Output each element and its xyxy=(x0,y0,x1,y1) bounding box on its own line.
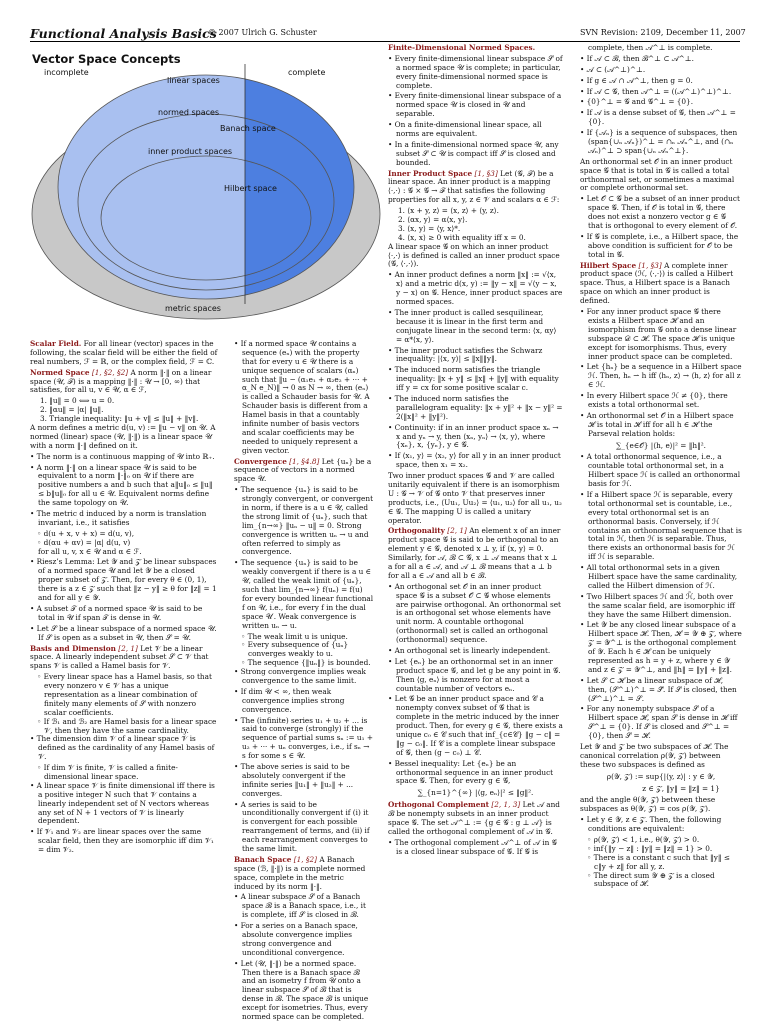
list-item: • Let (𝒰, ‖·‖) be a normed space. Then there is a Banach space ℬ and an isometry f from 𝒰 onto a linear subspace 𝒮 of ℬ that is dense in ℬ. The space ℬ is unique except for isometries. Thus, every normed space can be completed. xyxy=(234,960,374,1022)
list-item: • Bessel inequality: Let {eₙ} be an orthonormal sequence in an inner product space 𝒢. Then, for every g ∈ 𝒢, xyxy=(388,760,563,787)
text: Let {uₙ} be a sequence of vectors in a normed space 𝒰. xyxy=(234,456,372,484)
reference: [2, 1] xyxy=(447,526,467,536)
paragraph xyxy=(388,170,563,206)
list-item: • All total orthonormal sets in a given Hilbert space have the same cardinality, called the Hilbert dimension of ℋ. xyxy=(580,564,742,591)
list-item: • The metric d induced by a norm is translation invariant, i.e., it satisfies xyxy=(30,510,220,528)
list-item: • If 𝒜 ⊂ 𝒢, then 𝒜^⊥ = ((𝒜^⊥)^⊥)^⊥. xyxy=(580,88,742,97)
document-title: Functional Analysis Basics xyxy=(30,26,217,41)
list-item: • If a normed space 𝒰 contains a sequence (eₙ) with the property that for every u ∈ 𝒰 there is a unique sequence of scalars (αₙ) such that ‖u − (α₁e₁ + α₂e₂ + ··· + α_N e_N)‖ → 0 as N → ∞, then (eₙ) is called a Schauder basis for 𝒰. A Schauder basis is different from a Hamel basis in that a countably infinite number of basis vectors and scalar coefficients may be needed to uniquely represent a given vector. xyxy=(234,340,374,456)
paragraph xyxy=(580,262,742,306)
list-item: • Let y ∈ 𝒴, z ∈ 𝒵. Then, the following conditions are equivalent: xyxy=(580,816,742,834)
sub-item: ◦ There is a constant c such that ‖y‖ ≤ c‖y + z‖ for all y, z. xyxy=(580,854,742,872)
vector-space-diagram xyxy=(30,44,382,334)
list-item: 1. ⟨x + y, z⟩ = ⟨x, z⟩ + ⟨y, z⟩. xyxy=(398,206,499,216)
column-3 xyxy=(388,44,563,859)
sub-item: ◦ Every linear space has a Hamel basis, so that every nonzero v ∈ 𝒱 has a unique representation as a linear combination of finitely many elements of 𝒮 with nonzero scalar coefficients. xyxy=(30,673,220,717)
reference: [1, §2, §2] xyxy=(91,367,129,377)
list-item: • Let 𝒴 be any closed linear subspace of a Hilbert space ℋ. Then, ℋ = 𝒴 ⊕ 𝒵, where 𝒵 = 𝒴^⊥ is the orthogonal complement of 𝒴. Each h ∈ ℋ can be uniquely represented as h = y + z, where y ∈ 𝒴 and z ∈ 𝒵 = 𝒴^⊥, and ‖h‖ = ‖y‖ + ‖z‖. xyxy=(580,621,742,674)
list-item: • Let {hₙ} be a sequence in a Hilbert space ℋ. Then, hₙ ⇀ h iff ⟨hₙ, z⟩ → ⟨h, z⟩ for all z ∈ ℋ. xyxy=(580,363,742,390)
paragraph: An orthonormal set 𝒪 in an inner product space 𝒢 that is total in 𝒢 is called a total orthonormal set, or sometimes a maximal or complete orthonormal set. xyxy=(580,156,735,193)
sub-item: ◦ ρ(𝒴, 𝒵) < 1, i.e., θ(𝒴, 𝒵) > 0. xyxy=(580,836,742,845)
list-item: • The sequence {uₙ} is said to be weakly convergent if there is a u ∈ 𝒰, called the weak limit of {uₙ}, such that lim_{n→∞} f(uₙ) = f(u) for every bounded linear functional f on 𝒰, i.e., for every f in the dual space 𝒰′. Weak convergence is written uₙ ⇀ u. xyxy=(234,559,374,630)
paragraph: Let 𝒴 and 𝒵 be two subspaces of ℋ. The canonical correlation ρ(𝒴, 𝒵) between these two subspaces is defined as xyxy=(580,742,729,769)
list-item: • An orthonormal set 𝒪 in a Hilbert space ℋ is total in ℋ iff for all h ∈ ℋ the Parseval relation holds: xyxy=(580,412,742,439)
list-item: • For any inner product space 𝒢 there exists a Hilbert space ℋ and an isomorphism from 𝒢 onto a dense linear subspace 𝒟 ⊂ ℋ. The space ℋ is unique except for isomorphisms. Thus, every inner product space can be completed. xyxy=(580,308,742,361)
list-item: • If a Hilbert space ℋ is separable, every total orthonormal set is countable, i.e., every total orthonormal set is an orthonormal basis. Conversely, if ℋ contains an orthonormal sequence that is total in ℋ, then ℋ is separable. Thus, there exists an orthonormal basis for ℋ iff ℋ is separable. xyxy=(580,491,742,562)
svn-revision: SVN Revision: 2109, December 11, 2007 xyxy=(580,28,746,37)
paragraph xyxy=(30,369,220,396)
list-item: 2. ‖αu‖ = |α| ‖u‖. xyxy=(40,405,104,415)
header-rule xyxy=(30,41,740,42)
list-item: • A series is said to be unconditionally convergent if (i) it is convergent for each possible rearrangement of terms, and (ii) if each rearrangement converges to the same limit. xyxy=(234,801,374,854)
label-hilbert-space: Hilbert space xyxy=(224,184,277,193)
section-heading: Hilbert Space xyxy=(580,260,637,270)
column-4 xyxy=(580,44,742,889)
text: A Banach space (ℬ, ‖·‖) is a complete normed space, complete in the metric induced by its norm ‖·‖. xyxy=(234,854,366,891)
list-item: • Every finite-dimensional linear subspace of a normed space 𝒰 is closed in 𝒰 and separable. xyxy=(388,92,563,119)
section-heading: Orthogonality xyxy=(388,526,445,536)
label-complete: complete xyxy=(288,68,326,77)
list-item: • The induced norm satisfies the parallelogram equality: ‖x + y‖² + ‖x − y‖² = 2(‖x‖² + ‖y‖²). xyxy=(388,395,563,422)
sub-item: ◦ The direct sum 𝒴 ⊕ 𝒵 is a closed subspace of ℋ. xyxy=(580,872,742,890)
reference: [1, §4.8] xyxy=(289,456,320,466)
label-linear-spaces: linear spaces xyxy=(167,76,220,85)
list-item: 3. ⟨x, y⟩ = ⟨y, x⟩*. xyxy=(398,223,461,233)
list-item: • A linear space 𝒱 is finite dimensional iff there is a positive integer N such that 𝒱 contains a linearly independent set of N vectors whereas any set of N + 1 vectors of 𝒱 is linearly dependent. xyxy=(30,782,220,826)
page-header xyxy=(0,0,768,40)
list-item: • If 𝒢 is complete, i.e., a Hilbert space, the above condition is sufficient for 𝒪 to be total in 𝒢. xyxy=(580,233,742,260)
bessel-formula: ∑_{n=1}^{∞} |⟨g, eₙ⟩|² ≤ ‖g‖². xyxy=(417,788,534,798)
list-item: 3. Triangle inequality: ‖u + v‖ ≤ ‖u‖ + ‖v‖. xyxy=(40,414,199,424)
list-item: • An inner product defines a norm ‖x‖ := √⟨x, x⟩ and a metric d(x, y) := ‖y − x‖ = √⟨y − x, y − x⟩ on 𝒢. Hence, inner product spaces are normed spaces. xyxy=(388,271,563,307)
list-item: • Let 𝒪 ⊂ 𝒢 be a subset of an inner product space 𝒢. Then, if 𝒪 is total in 𝒢, there does not exist a nonzero vector g ∈ 𝒢 that is orthogonal to every element of 𝒪. xyxy=(580,195,742,231)
list-item: • The dimension dim 𝒱 of a linear space 𝒱 is defined as the cardinality of any Hamel basis of 𝒱. xyxy=(30,735,220,762)
list-item: • The above series is said to be absolutely convergent if the infinite series ‖u₁‖ + ‖u₂‖ + ... converges. xyxy=(234,763,374,799)
list-item: • If {𝒜ₙ} is a sequence of subspaces, then (span{∪ₙ 𝒜ₙ})^⊥ = ∩ₙ 𝒜ₙ^⊥, and (∩ₙ 𝒜ₙ)^⊥ ⊃ span{∪ₙ 𝒜ₙ^⊥}. xyxy=(580,129,742,156)
section-heading: Normed Space xyxy=(30,367,90,377)
paragraph: and the angle θ(𝒴, 𝒵) between these subspaces as θ(𝒴, 𝒵) = cos ρ(𝒴, 𝒵). xyxy=(580,795,716,814)
list-item: • Let 𝒢 be an inner product space and 𝒞 a nonempty convex subset of 𝒢 that is complete in the metric induced by the inner product. Then, for every g ∈ 𝒢, there exists a unique c₀ ∈ 𝒞 such that inf_{c∈𝒞} ‖g − c‖ = ‖g − c₀‖. If 𝒞 is a complete linear subspace of 𝒢, then (g − c₀) ⊥ 𝒞. xyxy=(388,695,563,757)
list-item: • {0}^⊥ = 𝒢 and 𝒢^⊥ = {0}. xyxy=(580,98,742,107)
reference: [1, §3] xyxy=(638,260,662,270)
paragraph: A linear space 𝒢 on which an inner product ⟨·,·⟩ is defined is called an inner product space (𝒢, ⟨·,·⟩). xyxy=(388,241,560,269)
list-item: • An orthogonal set is linearly independent. xyxy=(388,647,563,656)
sub-item: ◦ The sequence {‖uₙ‖} is bounded. xyxy=(234,659,374,668)
section-heading: Convergence xyxy=(234,456,287,466)
label-incomplete: incomplete xyxy=(44,68,89,77)
paragraph xyxy=(388,801,563,837)
paragraph xyxy=(388,527,563,580)
diagram-svg xyxy=(30,44,382,334)
label-metric-spaces: metric spaces xyxy=(165,304,221,313)
section-heading: Inner Product Space xyxy=(388,168,473,178)
reference: [2, 1] xyxy=(118,643,138,653)
text: An element x of an inner product space 𝒢 is said to be orthogonal to an element y ∈ 𝒢, denoted x ⊥ y, if ⟨x, y⟩ = 0. Similarly, for 𝒜, ℬ ⊂ 𝒢, x ⊥ 𝒜 means that x ⊥ a for all a ∈ 𝒜, and 𝒜 ⊥ ℬ means that a ⊥ b for all a ∈ 𝒜 and all b ∈ ℬ. xyxy=(388,526,561,580)
list-item: • In a finite-dimensional normed space 𝒰, any subset 𝒮 ⊂ 𝒰 is compact iff 𝒮 is closed and bounded. xyxy=(388,141,563,168)
reference: [1, §2] xyxy=(293,854,318,864)
text: for all u, v, x ∈ 𝒰 and α ∈ ℱ. xyxy=(38,546,142,556)
column-1 xyxy=(30,340,220,857)
list-item: • The inner product satisfies the Schwarz inequality: |⟨x, y⟩| ≤ ‖x‖‖y‖. xyxy=(388,347,563,365)
list-item: • Two Hilbert spaces ℋ and ℋ̃, both over the same scalar field, are isomorphic iff they have the same Hilbert dimension. xyxy=(580,593,742,620)
column-2 xyxy=(234,340,374,1024)
paragraph xyxy=(30,645,220,672)
paragraph xyxy=(234,856,374,892)
sub-item: ◦ d(αu + αv) = |α| d(u, v) xyxy=(30,539,220,548)
list-item: • For any nonempty subspace 𝒮 of a Hilbert space ℋ, span 𝒮 is dense in ℋ iff 𝒮^⊥ = {0}. If 𝒮 is closed and 𝒮^⊥ = {0}, then 𝒮 = ℋ. xyxy=(580,705,742,741)
copyright-notice: © 2007 Ulrich G. Schuster xyxy=(208,28,317,37)
list-item: • The induced norm satisfies the triangle inequality: ‖x + y‖ ≤ ‖x‖ + ‖y‖ with equality iff y = cx for some positive scalar c. xyxy=(388,366,563,393)
paragraph: Two inner product spaces 𝒢 and 𝒱 are called unitarily equivalent if there is an isomorphism U : 𝒢 → 𝒱 of 𝒢 onto 𝒱 that preserves inner products, i.e., ⟨Uu₁, Uu₂⟩ = ⟨u₁, u₂⟩ for all u₁, u₂ ∈ 𝒢. The mapping U is called a unitary operator. xyxy=(388,471,562,525)
list-item: • If g ∈ 𝒜 ∩ 𝒜^⊥, then g = 0. xyxy=(580,77,742,86)
text: Let 𝒜 and ℬ be nonempty subsets in an inner product space 𝒢. The set 𝒜^⊥ := {g ∈ 𝒢 : g ⊥ 𝒜} is called the orthogonal complement of 𝒜 in 𝒢. xyxy=(388,800,560,836)
list-item: • The orthogonal complement 𝒜^⊥ of 𝒜 in 𝒢 is a closed linear subspace of 𝒢. If 𝒢 is xyxy=(388,839,563,857)
list-item: • Strong convergence implies weak convergence to the same limit. xyxy=(234,668,374,686)
list-item: • The (infinite) series u₁ + u₂ + ... is said to converge (strongly) if the sequence of partial sums sₙ := u₁ + u₂ + ··· + uₙ converges, i.e., if sₙ → s for some s ∈ 𝒰. xyxy=(234,717,374,761)
list-item: • If ⟨x₁, y⟩ = ⟨x₂, y⟩ for all y in an inner product space, then x₁ = x₂. xyxy=(388,452,563,470)
sub-item: ◦ d(u + x, v + x) = d(u, v), xyxy=(30,530,220,539)
list-item: • A total orthonormal sequence, i.e., a countable total orthonormal set, in a Hilbert space ℋ is called an orthonormal basis for ℋ. xyxy=(580,453,742,489)
list-item: 4. ⟨x, x⟩ ≥ 0 with equality iff x = 0. xyxy=(398,232,526,242)
list-item: • A subset 𝒯 of a normed space 𝒰 is said to be total in 𝒰 if span 𝒯 is dense in 𝒰. xyxy=(30,605,220,623)
section-heading: Scalar Field. xyxy=(30,339,82,348)
sub-item: ◦ The weak limit u is unique. xyxy=(234,633,374,642)
list-item: • The norm is a continuous mapping of 𝒰 into ℝ₊. xyxy=(30,453,220,462)
section-heading: Orthogonal Complement xyxy=(388,800,490,810)
reference: [1, §3] xyxy=(474,168,498,178)
list-item: • On a finite-dimensional linear space, all norms are equivalent. xyxy=(388,121,563,139)
list-item: • Continuity: if in an inner product space xₙ → x and yₙ → y, then ⟨xₙ, yₙ⟩ → ⟨x, y⟩, where {xₙ}, x, {yₙ}, y ∈ 𝒢. xyxy=(388,424,563,451)
list-item: • A norm ‖·‖ on a linear space 𝒰 is said to be equivalent to a norm ‖·‖₀ on 𝒰 if there are positive numbers a and b such that a‖u‖₀ ≤ ‖u‖ ≤ b‖u‖₀ for all u ∈ 𝒰. Equivalent norms define the same topology on 𝒰. xyxy=(30,464,220,508)
paragraph xyxy=(234,458,374,485)
reference: [2, 1, 3] xyxy=(491,800,521,810)
parseval-formula: ∑_{e∈𝒪} |⟨h, e⟩|² = ‖h‖². xyxy=(616,440,706,450)
text: Let (𝒢, ℱ) be a linear space. An inner product is a mapping ⟨·,·⟩ : 𝒢 × 𝒢 → ℱ that satisfies the following properties for all x, y, z ∈ 𝒱 and scalars α ∈ ℱ: xyxy=(388,168,560,205)
list-item: • The inner product is called sesquilinear, because it is linear in the first term and conjugate linear in the second term: ⟨x, αy⟩ = α*⟨x, y⟩. xyxy=(388,309,563,345)
correlation-formula-cont: z ∈ 𝒵, ‖y‖ = ‖z‖ = 1} xyxy=(642,783,720,793)
section-heading: Banach Space xyxy=(234,854,292,864)
correlation-formula: ρ(𝒴, 𝒵) := sup{|⟨y, z⟩| : y ∈ 𝒴, xyxy=(606,771,716,781)
list-item: • Let {eₙ} be an orthonormal set in an inner product space 𝒢, and let g be any point in 𝒢. Then ⟨g, eₙ⟩ is nonzero for at most a countable number of vectors eₙ. xyxy=(388,658,563,694)
label-inner-product-spaces: inner product spaces xyxy=(148,147,233,156)
diagram-title: Vector Space Concepts xyxy=(32,52,181,66)
list-item: • If 𝒱₁ and 𝒱₂ are linear spaces over the same scalar field, then they are isomorphic iff dim 𝒱₁ = dim 𝒱₂. xyxy=(30,828,220,855)
list-item: 1. ‖u‖ = 0 ⟺ u = 0. xyxy=(40,396,115,406)
list-item: • A linear subspace 𝒮 of a Banach space ℬ is a Banach space, i.e., it is complete, iff 𝒮 is closed in ℬ. xyxy=(234,893,374,920)
label-banach-space: Banach space xyxy=(220,124,276,133)
section-heading: Basis and Dimension xyxy=(30,643,116,653)
text: A complete inner product space (ℋ, ⟨·,·⟩) is called a Hilbert space. Thus, a Hilbert space is a Banach space on which an inner product is defined. xyxy=(580,260,734,306)
paragraph xyxy=(30,340,220,367)
text: A norm ‖·‖ on a linear space (𝒰, ℱ) is a mapping ‖·‖ : 𝒰 → [0, ∞) that satisfies, for all u, v ∈ 𝒰, α ∈ ℱ, xyxy=(30,367,212,395)
list-item: • Every finite-dimensional linear subspace 𝒮 of a normed space 𝒰 is complete; in particular, every finite-dimensional normed space is complete. xyxy=(388,55,563,91)
list-item: • Riesz’s Lemma: Let 𝒴 and 𝒵 be linear subspaces of a normed space 𝒰 and let 𝒴 be a closed proper subset of 𝒵. Then, for every θ ∈ (0, 1), there is a z ∈ 𝒵 such that ‖z − y‖ ≥ θ for ‖z‖ = 1 and for all y ∈ 𝒴. xyxy=(30,558,220,602)
list-item: • An orthogonal set 𝒪 in an inner product space 𝒢 is a subset 𝒪 ⊂ 𝒢 whose elements are pairwise orthogonal. An orthonormal set is an orthogonal set whose elements have unit norm. A countable orthogonal (orthonormal) set is called an orthogonal (orthonormal) sequence. xyxy=(388,583,563,645)
paragraph: A norm defines a metric d(u, v) := ‖u − v‖ on 𝒰. A normed (linear) space (𝒰, ‖·‖) is a linear space 𝒰 with a norm ‖·‖ defined on it. xyxy=(30,423,216,450)
list-item: • For a series on a Banach space, absolute convergence implies strong convergence and unconditional convergence. xyxy=(234,922,374,958)
list-item: • If 𝒜 ⊂ ℬ, then ℬ^⊥ ⊂ 𝒜^⊥. xyxy=(580,55,742,64)
list-item: • In every Hilbert space ℋ ≠ {0}, there exists a total orthonormal set. xyxy=(580,392,742,410)
section-heading: Finite-Dimensional Normed Spaces. xyxy=(388,43,536,52)
text: Let 𝒱 be a linear space. A linearly independent subset 𝒮 ⊂ 𝒱 that spans 𝒱 is called a Hamel basis for 𝒱. xyxy=(30,643,209,671)
list-item: • If dim 𝒰 < ∞, then weak convergence implies strong convergence. xyxy=(234,688,374,715)
list-item: • The sequence {uₙ} is said to be strongly convergent, or convergent in norm, if there is a u ∈ 𝒰, called the strong limit of {uₙ}, such that lim_{n→∞} ‖uₙ − u‖ = 0. Strong convergence is written uₙ → u and often referred to simply as convergence. xyxy=(234,486,374,557)
list-item: • Let 𝒮 ⊂ ℋ be a linear subspace of ℋ, then, (𝒮^⊥)^⊥ = 𝒮̄. If 𝒮 is closed, then (𝒮^⊥)^⊥ = 𝒮. xyxy=(580,677,742,704)
list-item: 2. ⟨αx, y⟩ = α⟨x, y⟩. xyxy=(398,215,468,225)
list-item: • 𝒜 ⊂ (𝒜^⊥)^⊥. xyxy=(580,66,742,75)
list-item: • Let 𝒮 be a linear subspace of a normed space 𝒰. If 𝒮 is open as a subset in 𝒰, then 𝒮 = 𝒰. xyxy=(30,625,220,643)
text: For all linear (vector) spaces in the following, the scalar field will be either the field of real numbers, ℱ = ℝ, or the complex field, ℱ = ℂ. xyxy=(30,339,218,366)
sub-item: ◦ inf{‖y − z‖ : ‖y‖ = ‖z‖ = 1} > 0. xyxy=(580,845,742,854)
sub-item: ◦ Every subsequence of {uₙ} converges weakly to u. xyxy=(234,641,374,659)
sub-item: ◦ If ℬ₁ and ℬ₂ are Hamel basis for a linear space 𝒱, then they have the same cardinality. xyxy=(30,718,220,736)
label-normed-spaces: normed spaces xyxy=(158,108,220,117)
list-item: • If 𝒜 is a dense subset of 𝒢, then 𝒜^⊥ = {0}. xyxy=(580,109,742,127)
sub-item: ◦ If dim 𝒱 is finite, 𝒱 is called a finite-dimensional linear space. xyxy=(30,764,220,782)
text: complete, then 𝒜^⊥ is complete. xyxy=(588,43,713,52)
